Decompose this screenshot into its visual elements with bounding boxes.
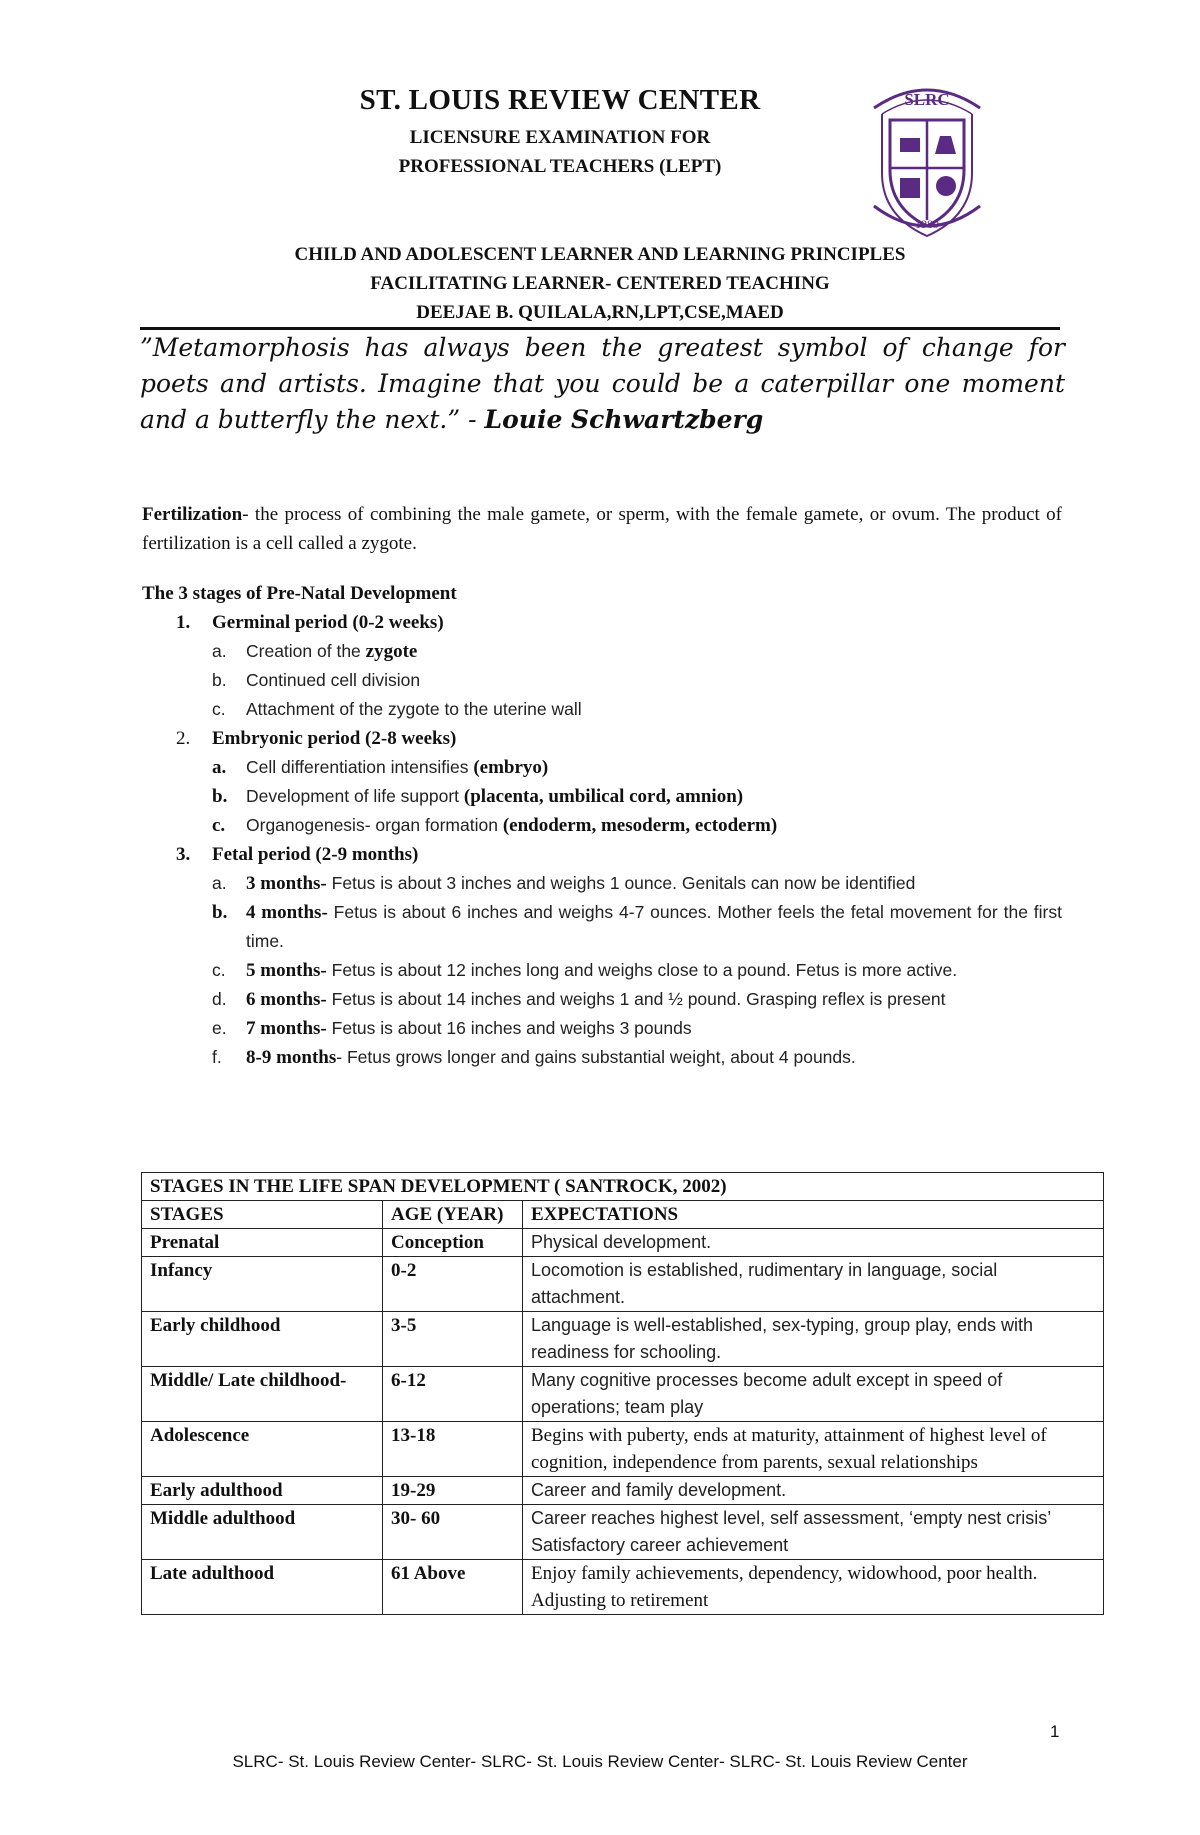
- quote: [140, 330, 1065, 438]
- list-item: b. 4 months- Fetus is about 6 inches and weighs 4-7 ounces. Mother feels the fetal movement for the first time.: [212, 902, 1062, 951]
- exam-line-2: PROFESSIONAL TEACHERS (LEPT): [398, 156, 722, 177]
- stage-title: Fetal period (2-9 months): [212, 844, 419, 865]
- table-row: Prenatal Conception Physical development.: [142, 1229, 1104, 1257]
- page-number: 1: [1050, 1722, 1060, 1741]
- fertilization-text: - the process of combining the male gamete, or sperm, with the female gamete, or ovum. The product of fertilization is a cell called a zygote.: [142, 504, 1062, 554]
- table-header-row: [142, 1201, 1104, 1229]
- center-name: ST. LOUIS REVIEW CENTER: [359, 84, 761, 116]
- table-row: Adolescence 13-18 Begins with puberty, ends at maturity, attainment of highest level of cognition, independence from parents, sexual relationships: [142, 1422, 1104, 1477]
- list-item: a. 3 months- Fetus is about 3 inches and weighs 1 ounce. Genitals can now be identified: [212, 873, 916, 894]
- fertilization-definition: [142, 500, 1062, 558]
- quote-text: ”Metamorphosis has always been the greatest symbol of change for poets and artists. Imagine that you could be a caterpillar one moment and a butterfly the next.” -: [140, 333, 1065, 434]
- list-item: a. Cell differentiation intensifies (embryo): [212, 757, 549, 778]
- quote-author: Louie Schwartzberg: [484, 405, 764, 434]
- embryonic-period: [142, 724, 1062, 753]
- list-item: c. 5 months- Fetus is about 12 inches long and weighs close to a pound. Fetus is more active.: [212, 960, 958, 981]
- life-span-table: [141, 1172, 1104, 1615]
- table-row: Infancy 0-2 Locomotion is established, rudimentary in language, social attachment.: [142, 1257, 1104, 1312]
- stage-title: Germinal period (0-2 weeks): [212, 612, 444, 633]
- subject-subtitle: FACILITATING LEARNER- CENTERED TEACHING: [370, 273, 830, 294]
- column-header: EXPECTATIONS: [523, 1201, 1104, 1229]
- list-item: c. Attachment of the zygote to the uterine wall: [212, 699, 582, 719]
- column-header: STAGES: [142, 1201, 383, 1229]
- exam-line-1: LICENSURE EXAMINATION FOR: [409, 127, 711, 148]
- stage-title: Embryonic period (2-8 weeks): [212, 728, 457, 749]
- author-line: DEEJAE B. QUILALA,RN,LPT,CSE,MAED: [416, 302, 784, 323]
- list-item: a. Creation of the zygote: [212, 641, 418, 662]
- stage-marker: 1.: [176, 612, 191, 633]
- list-item: b. Continued cell division: [212, 670, 421, 690]
- table-row: Early childhood 3-5 Language is well-established, sex-typing, group play, ends with readiness for schooling.: [142, 1312, 1104, 1367]
- list-item: d. 6 months- Fetus is about 14 inches and weighs 1 and ½ pound. Grasping reflex is present: [212, 989, 946, 1010]
- page-footer: SLRC- St. Louis Review Center- SLRC- St. Louis Review Center- SLRC- St. Louis Review Center: [232, 1752, 968, 1771]
- table-row: Late adulthood 61 Above Enjoy family achievements, dependency, widowhood, poor health. Adjusting to retirement: [142, 1560, 1104, 1615]
- column-header: AGE (YEAR): [383, 1201, 523, 1229]
- prenatal-heading: The 3 stages of Pre-Natal Development: [142, 583, 457, 604]
- logo-text-bottom: 1989: [915, 217, 939, 231]
- list-item: f. 8-9 months- Fetus grows longer and gains substantial weight, about 4 pounds.: [212, 1047, 856, 1068]
- document-header: [340, 84, 780, 181]
- table-row: Middle/ Late childhood- 6-12 Many cognitive processes become adult except in speed of operations; team play: [142, 1367, 1104, 1422]
- main-content: [142, 500, 1062, 1072]
- slrc-crest-logo: [852, 78, 1002, 238]
- table-row: Early adulthood 19-29 Career and family development.: [142, 1477, 1104, 1505]
- logo-text-top: SLRC: [904, 90, 950, 109]
- germinal-period: [142, 608, 1062, 637]
- table-caption-row: [142, 1173, 1104, 1201]
- list-item: b. Development of life support (placenta, umbilical cord, amnion): [212, 786, 744, 807]
- stage-marker: 2.: [176, 728, 191, 749]
- fertilization-term: Fertilization: [142, 504, 243, 525]
- subject-title: CHILD AND ADOLESCENT LEARNER AND LEARNING PRINCIPLES: [294, 244, 906, 265]
- table-row: Middle adulthood 30- 60 Career reaches highest level, self assessment, ‘empty nest crisis’ Satisfactory career achievement: [142, 1505, 1104, 1560]
- stage-marker: 3.: [176, 844, 191, 865]
- fetal-period: [142, 840, 1062, 869]
- subject-block: [140, 240, 1060, 327]
- list-item: e. 7 months- Fetus is about 16 inches and weighs 3 pounds: [212, 1018, 692, 1039]
- list-item: c. Organogenesis- organ formation (endoderm, mesoderm, ectoderm): [212, 815, 778, 836]
- table-caption: STAGES IN THE LIFE SPAN DEVELOPMENT ( SANTROCK, 2002): [142, 1173, 1104, 1201]
